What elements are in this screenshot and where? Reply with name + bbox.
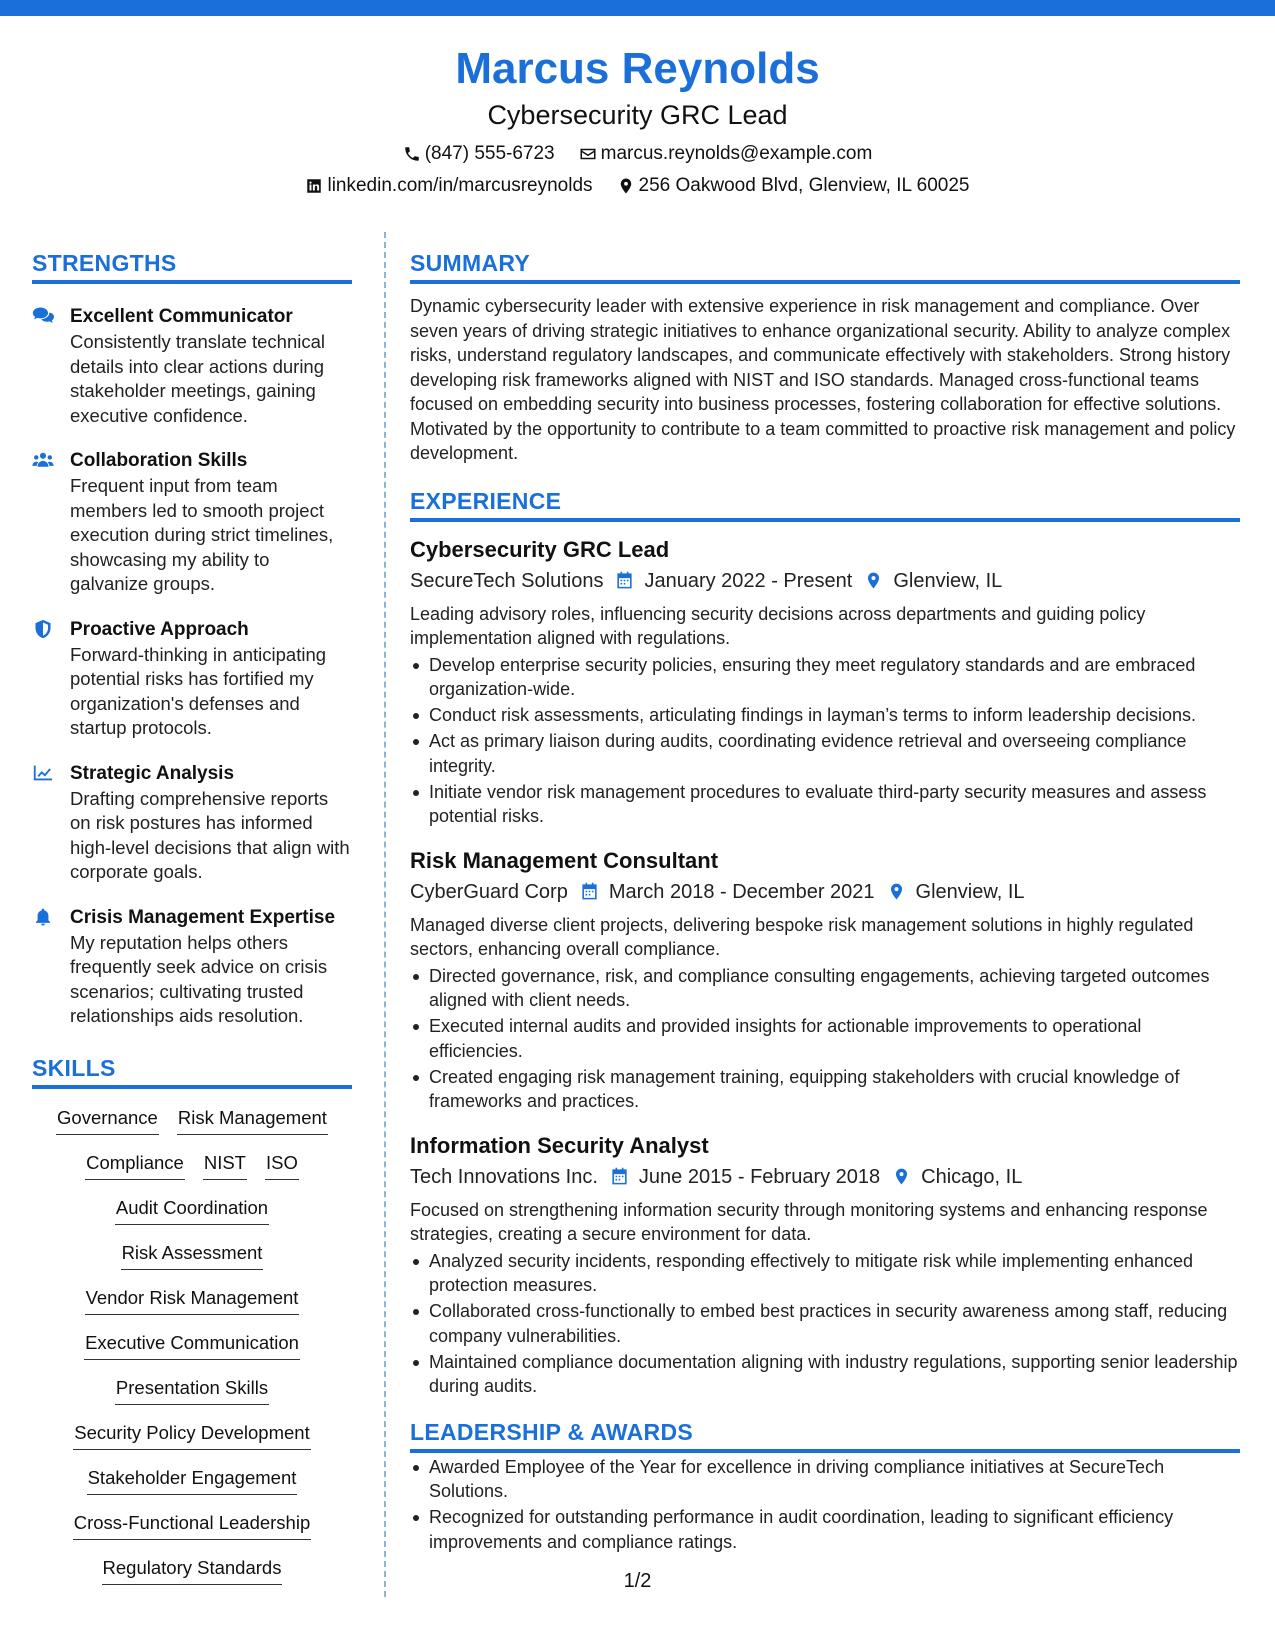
skill-row (32, 1420, 352, 1465)
phone-icon (403, 145, 421, 163)
summary-heading: SUMMARY (410, 248, 1240, 284)
strength-text: My reputation helps others frequently seek advice on crisis scenarios; cultivating trusted relationships aids resolution. (70, 931, 328, 1026)
linkedin-icon (305, 177, 323, 195)
strength-item (32, 905, 352, 1029)
awards-list (410, 1455, 1240, 1555)
bullet-item: Collaborated cross-functionally to embed best practices in security awareness among staff, reducing company vulnerabilities. (410, 1299, 1240, 1348)
strength-item (32, 761, 352, 885)
job-bullets (410, 1249, 1240, 1399)
strength-item (32, 304, 352, 428)
left-column (32, 248, 352, 1600)
users-icon (32, 450, 54, 470)
job-entry (410, 536, 1240, 829)
job-location: Chicago, IL (921, 1165, 1023, 1188)
strength-item (32, 617, 352, 741)
job-entry (410, 1132, 1240, 1399)
strength-title: Collaboration Skills (70, 450, 248, 471)
job-location: Glenview, IL (915, 880, 1025, 903)
job-description: Focused on strengthening information security through monitoring systems and enhancing response strategies, creating a secure environment for data. (410, 1199, 1208, 1244)
skill-tag: Risk Assessment (121, 1240, 264, 1270)
summary-text: Dynamic cybersecurity leader with extensive experience in risk management and compliance. Over seven years of driving strategic initiatives to enhance organizational security. Ability to analyze complex risks, understand regulatory landscapes, and communicate effectively with stakeholders. Strong history developing risk frameworks aligned with NIST and ISO standards. Managed cross-functional teams focused on embedding security into business processes, fostering collaboration for effective solutions. Motivated by the opportunity to contribute to a team committed to proactive risk management and policy development. (410, 296, 1236, 463)
top-accent-bar (0, 0, 1275, 16)
bullet-item: Develop enterprise security policies, ensuring they meet regulatory standards and are embraced organization-wide. (410, 653, 1240, 702)
strength-title: Strategic Analysis (70, 762, 235, 784)
skill-row (32, 1150, 352, 1195)
job-company: Tech Innovations Inc. (410, 1165, 598, 1188)
phone-text: (847) 555-6723 (424, 143, 555, 164)
skill-tag: Compliance (85, 1150, 185, 1180)
resume-header (0, 40, 1275, 198)
contact-row-1 (0, 142, 1275, 166)
job-description: Leading advisory roles, influencing security decisions across departments and guiding policy implementation aligned with regulations. (410, 603, 1146, 648)
skill-tag: Vendor Risk Management (85, 1285, 300, 1315)
job-meta (410, 1162, 1240, 1192)
skill-tag: NIST (203, 1150, 247, 1180)
strength-text: Forward-thinking in anticipating potential risks has fortified my organization's defenses and startup protocols. (70, 643, 327, 738)
email-text: marcus.reynolds@example.com (600, 143, 873, 164)
candidate-title: Cybersecurity GRC Lead (487, 100, 788, 130)
skill-tag: Security Policy Development (73, 1420, 310, 1450)
map-pin-icon (617, 177, 635, 195)
job-bullets (410, 653, 1240, 829)
address-text: 256 Oakwood Blvd, Glenview, IL 60025 (638, 175, 970, 196)
skill-tag: Executive Communication (84, 1330, 300, 1360)
map-pin-icon (887, 882, 906, 901)
map-pin-icon (892, 1167, 911, 1186)
bullet-item: Act as primary liaison during audits, coordinating evidence retrieval and overseeing compliance integrity. (410, 729, 1240, 778)
calendar-icon (615, 571, 634, 590)
job-title: Cybersecurity GRC Lead (410, 536, 670, 562)
job-description: Managed diverse client projects, delivering bespoke risk management solutions in highly regulated sectors, enhancing overall compliance. (410, 914, 1194, 959)
skill-tag: Stakeholder Engagement (87, 1465, 298, 1495)
strength-text: Drafting comprehensive reports on risk postures has informed high-level decisions that align with corporate goals. (70, 787, 350, 882)
skill-row (32, 1240, 352, 1285)
strength-item (32, 448, 352, 597)
job-title: Information Security Analyst (410, 1132, 709, 1158)
job-dates: June 2015 - February 2018 (638, 1165, 881, 1188)
skill-tag: Cross-Functional Leadership (73, 1510, 312, 1540)
job-meta (410, 566, 1240, 596)
page-number: 1/2 (623, 1570, 652, 1592)
skill-tag: Audit Coordination (115, 1195, 269, 1225)
skills-heading: SKILLS (32, 1053, 352, 1089)
contact-address (617, 174, 970, 198)
skill-row (32, 1510, 352, 1555)
skill-row (32, 1375, 352, 1420)
skill-row (32, 1105, 352, 1150)
skill-tag: ISO (265, 1150, 299, 1180)
chart-line-icon (32, 763, 54, 783)
contact-email[interactable] (579, 142, 873, 166)
job-dates: March 2018 - December 2021 (608, 880, 875, 903)
calendar-icon (610, 1167, 629, 1186)
job-company: SecureTech Solutions (410, 569, 604, 592)
award-item: Awarded Employee of the Year for excellence in driving compliance initiatives at SecureTech Solutions. (410, 1455, 1240, 1504)
strength-title: Excellent Communicator (70, 306, 293, 327)
skill-tag: Governance (56, 1105, 159, 1135)
bullet-item: Conduct risk assessments, articulating findings in layman’s terms to inform leadership decisions. (410, 703, 1240, 728)
skill-tag: Regulatory Standards (102, 1555, 283, 1585)
contact-row-2 (0, 174, 1275, 198)
bullet-item: Directed governance, risk, and compliance consulting engagements, achieving targeted outcomes aligned with client needs. (410, 964, 1240, 1013)
skills-list (32, 1105, 352, 1600)
right-column (410, 248, 1240, 1556)
shield-icon (32, 619, 54, 639)
bell-icon (32, 907, 54, 927)
envelope-icon (579, 145, 597, 163)
bullet-item: Executed internal audits and provided insights for actionable improvements to operational efficiencies. (410, 1014, 1240, 1063)
skill-row (32, 1330, 352, 1375)
contact-phone (403, 142, 555, 166)
strength-text: Consistently translate technical details into clear actions during stakeholder meetings, gaining executive confidence. (70, 331, 326, 426)
job-location: Glenview, IL (893, 569, 1003, 592)
job-company: CyberGuard Corp (410, 880, 568, 903)
calendar-icon (580, 882, 599, 901)
experience-heading: EXPERIENCE (410, 486, 1240, 522)
job-bullets (410, 964, 1240, 1114)
linkedin-text: linkedin.com/in/marcusreynolds (327, 175, 593, 196)
strengths-heading: STRENGTHS (32, 248, 352, 284)
award-item: Recognized for outstanding performance in audit coordination, leading to significant efficiency improvements and compliance ratings. (410, 1505, 1240, 1554)
job-entry (410, 847, 1240, 1114)
job-meta (410, 877, 1240, 907)
job-title: Risk Management Consultant (410, 847, 719, 873)
contact-linkedin[interactable] (305, 174, 592, 198)
skill-row (32, 1195, 352, 1240)
bullet-item: Analyzed security incidents, responding effectively to mitigate risk while implementing enhanced protection measures. (410, 1249, 1240, 1298)
awards-heading: LEADERSHIP & AWARDS (410, 1417, 1240, 1453)
comments-icon (32, 306, 54, 326)
bullet-item: Created engaging risk management training, equipping stakeholders with crucial knowledge of frameworks and practices. (410, 1065, 1240, 1114)
candidate-name: Marcus Reynolds (455, 44, 820, 93)
column-divider (384, 232, 386, 1597)
bullet-item: Maintained compliance documentation aligning with industry regulations, supporting senior leadership during audits. (410, 1350, 1240, 1399)
skill-row (32, 1465, 352, 1510)
job-dates: January 2022 - Present (644, 569, 853, 592)
strength-text: Frequent input from team members led to smooth project execution during strict timelines, showcasing my ability to galvanize groups. (70, 475, 334, 594)
skill-tag: Presentation Skills (115, 1375, 269, 1405)
skill-tag: Risk Management (177, 1105, 328, 1135)
map-pin-icon (864, 571, 883, 590)
skill-row (32, 1285, 352, 1330)
strength-title: Proactive Approach (70, 618, 249, 640)
bullet-item: Initiate vendor risk management procedures to evaluate third-party security measures and assess potential risks. (410, 780, 1240, 829)
strength-title: Crisis Management Expertise (70, 906, 336, 928)
